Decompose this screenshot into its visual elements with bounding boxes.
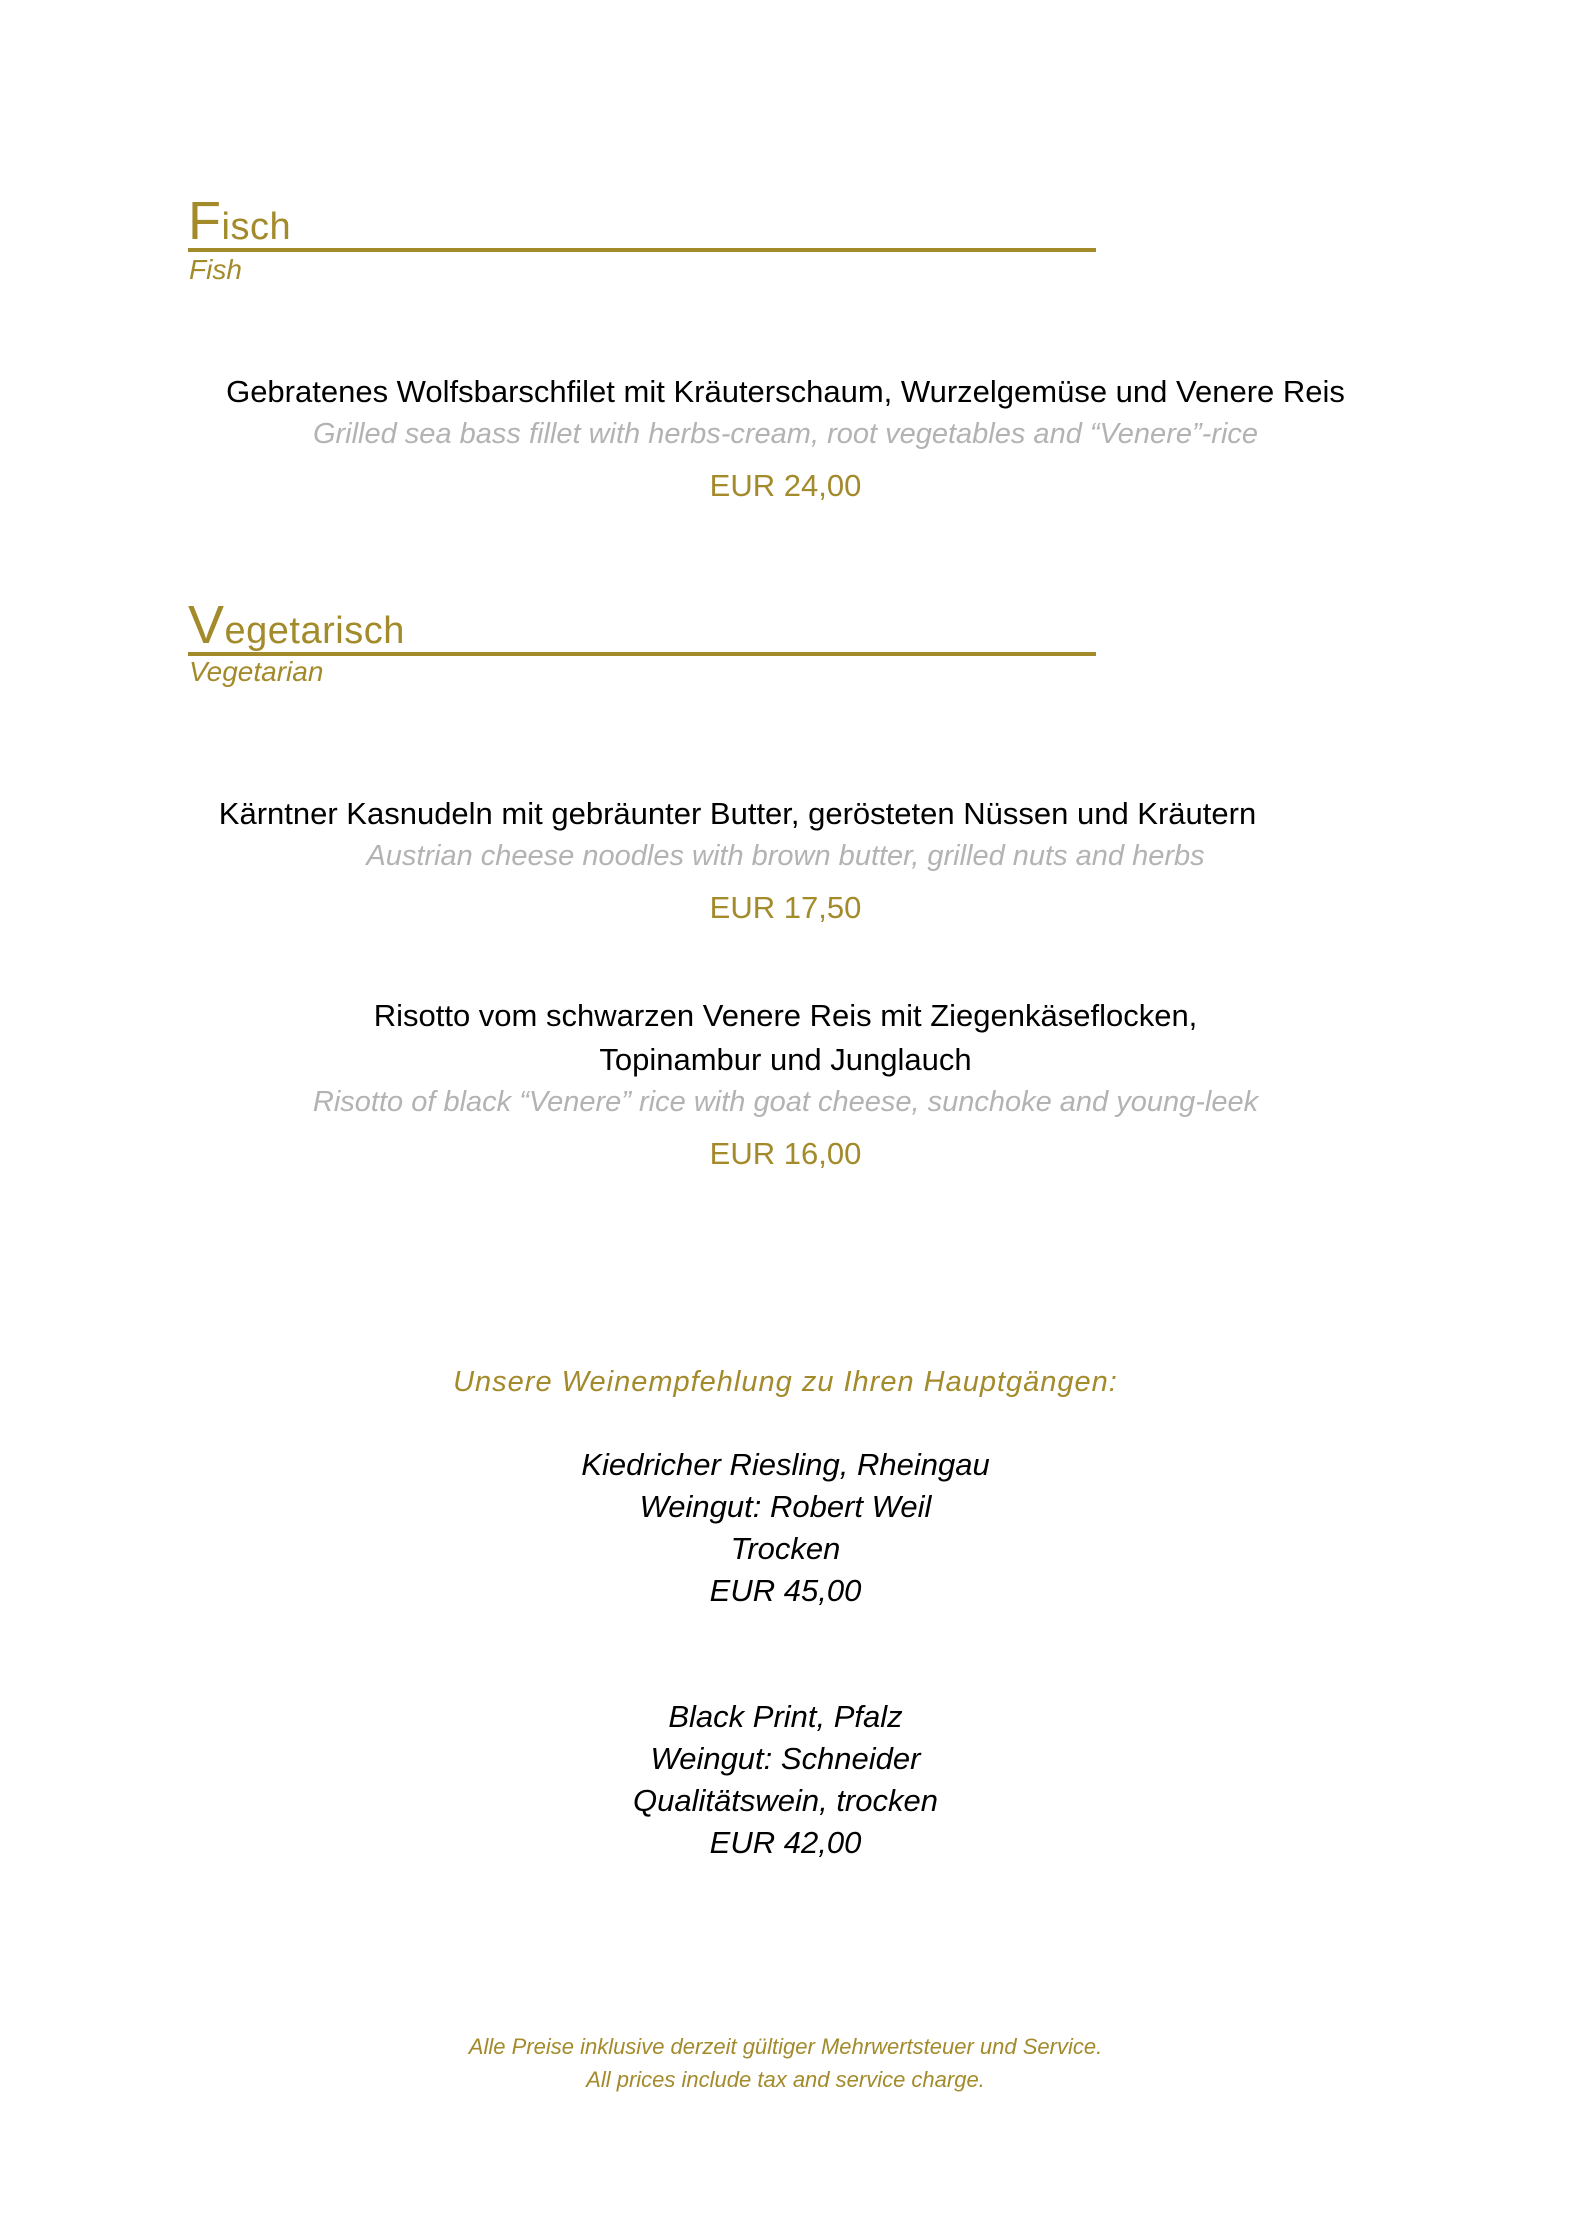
wine-winery: Weingut: Robert Weil	[639, 1489, 932, 1524]
dish-price: EUR 16,00	[709, 1136, 862, 1171]
dish-name-en: Austrian cheese noodles with brown butter, grilled nuts and herbs	[366, 840, 1205, 872]
wine-heading	[0, 1366, 1571, 1399]
section-heading-vegetarisch	[188, 594, 1096, 656]
section-title-vegetarisch: Vegetarisch	[188, 595, 405, 655]
wine-style: Trocken	[730, 1531, 841, 1566]
dish-name-en: Grilled sea bass fillet with herbs-cream, root vegetables and “Venere”-rice	[312, 418, 1259, 450]
dish-sea-bass	[0, 370, 1571, 506]
dish-name-en: Risotto of black “Venere” rice with goat cheese, sunchoke and young-leek	[312, 1086, 1259, 1118]
section-heading-fisch	[188, 190, 1096, 252]
wine-price: EUR 42,00	[709, 1825, 862, 1860]
dish-risotto	[0, 994, 1571, 1174]
section-title-fisch: Fisch	[188, 191, 292, 251]
section-subtitle-vegetarian: Vegetarian	[189, 656, 324, 687]
footer-line-de: Alle Preise inklusive derzeit gültiger Mehrwertsteuer und Service.	[468, 2034, 1103, 2059]
dish-kasnudeln-details	[0, 836, 1571, 928]
wine-winery: Weingut: Schneider	[650, 1741, 921, 1776]
wine-style: Qualitätswein, trocken	[633, 1783, 938, 1818]
dish-kasnudeln	[0, 792, 1523, 836]
section-subtitle-fish: Fish	[189, 254, 242, 285]
footer-line-en: All prices include tax and service charge.	[586, 2067, 985, 2092]
dish-name-de-line2: Topinambur und Junglauch	[599, 1042, 972, 1077]
wine-item-riesling	[0, 1444, 1571, 1612]
wine-name: Kiedricher Riesling, Rheingau	[581, 1447, 990, 1482]
dish-name-de: Kärntner Kasnudeln mit gebräunter Butter, gerösteten Nüssen und Kräutern	[218, 796, 1257, 831]
wine-price: EUR 45,00	[709, 1573, 862, 1608]
wine-heading-text: Unsere Weinempfehlung zu Ihren Hauptgängen:	[453, 1366, 1118, 1398]
dish-price: EUR 17,50	[709, 890, 862, 925]
dish-price: EUR 24,00	[709, 468, 862, 503]
wine-item-black-print	[0, 1696, 1571, 1864]
dish-name-de-line1: Risotto vom schwarzen Venere Reis mit Ziegenkäseflocken,	[373, 998, 1198, 1033]
wine-name: Black Print, Pfalz	[668, 1699, 903, 1734]
price-footer	[0, 2030, 1571, 2096]
dish-name-de: Gebratenes Wolfsbarschfilet mit Kräuterschaum, Wurzelgemüse und Venere Reis	[226, 374, 1345, 409]
